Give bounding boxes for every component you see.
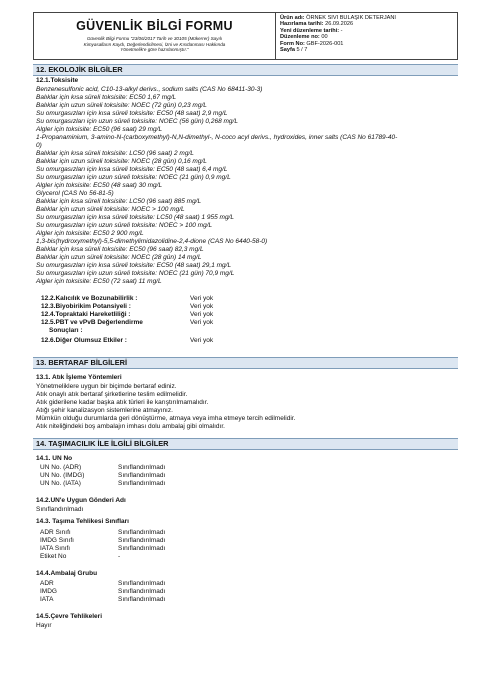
hazard-classes-subheading: 14.3. Taşıma Tehlikesi Sınıfları (36, 518, 129, 525)
packing-group-label: IATA (40, 596, 54, 603)
toxicity-line: 1-Propanaminium, 3-amino-N-(carboxymethyl)-N,N-dimethyl-, N-coco acyl derivs., hydroxides, inner salts (CAS No 61789-40- (36, 134, 398, 141)
hazard-class-label: ADR Sınıfı (40, 529, 71, 536)
property-label: Sonuçları : (49, 327, 83, 334)
header-title-block (34, 13, 276, 59)
info-label: Hazırlama tarihi: (280, 21, 324, 28)
property-value: Veri yok (190, 311, 214, 318)
hazard-class-value: - (118, 553, 121, 560)
info-value: ÖRNEK SIVI BULAŞIK DETERJANI (306, 15, 396, 21)
toxicity-line: Balıklar için kısa süreli toksisite: EC50 1,67 mg/L (36, 94, 177, 101)
property-label: 12.3.Biyobirikim Potansiyeli : (41, 303, 131, 310)
un-no-subheading: 14.1. UN No (36, 455, 73, 462)
info-value: GBF-2026-001 (306, 40, 344, 47)
packing-group-value: Sınıflandırılmadı (118, 588, 166, 595)
packing-group-label: ADR (40, 580, 54, 587)
disposal-line: Atık onaylı atık bertaraf şirketlerine teslim edilmelidir. (36, 391, 188, 398)
disposal-line: Atığı şehir kanalizasyon sistemlerine atmayınız. (36, 407, 173, 414)
property-label: 12.2.Kalıcılık ve Bozunabilirlik : (41, 295, 138, 302)
hazard-class-value: Sınıflandırılmadı (118, 537, 166, 544)
regulation-note-line: Güvenlik Bilgi Formu "23/06/2017 Tarih ve 30105 (Mükerrer) Sayılı (86, 36, 223, 41)
document-header (33, 12, 458, 60)
property-label: 12.4.Topraktaki Hareketliliği : (41, 311, 131, 318)
toxicity-line: Su omurgasızları için uzun süreli toksisite: NOEC (21 gün) 70,9 mg/L (36, 270, 235, 277)
packing-group-subheading: 14.4.Ambalaj Grubu (36, 570, 98, 577)
property-value: Veri yok (190, 337, 214, 344)
toxicity-line: Balıklar için uzun süreli toksisite: NOEC (28 gün) 0,16 mg/L (36, 158, 207, 165)
info-value: 5 / 7 (296, 47, 308, 54)
shipping-name-value: Sınıflandırılmadı (36, 506, 84, 513)
toxicity-subheading: 12.1.Toksisite (36, 77, 79, 84)
property-value: Veri yok (190, 295, 214, 302)
info-value: 00 (321, 34, 328, 41)
disposal-line: Mümkün olduğu durumlarda geri dönüştürme, atmaya veya imha etmeye tercih edilmelidir. (36, 415, 296, 422)
info-label: Ürün adı: (280, 15, 305, 21)
property-label: 12.5.PBT ve vPvB Değerlendirme (41, 319, 143, 326)
info-value: 26.09.2026 (325, 21, 354, 28)
toxicity-line: Su omurgasızları için uzun süreli toksisite: NOEC (21 gün) 0,9 mg/L (36, 174, 231, 181)
section-12-heading: 12. EKOLOJİK BİLGİLER (33, 64, 458, 76)
toxicity-line: Balıklar için uzun süreli toksisite: NOEC > 100 mg/L (36, 206, 185, 213)
toxicity-line: Balıklar için kısa süreli toksisite: LC50 (96 saat) 2 mg/L (36, 150, 194, 157)
un-no-label: UN No. (IMDG) (40, 472, 85, 479)
document-title: GÜVENLİK BİLGİ FORMU (76, 19, 233, 33)
disposal-line: Atık giderilene kadar başka atık türleri ile karıştırılmamalıdır. (36, 399, 209, 406)
toxicity-line: Balıklar için uzun süreli toksisite: NOEC (28 gün) 14 mg/L (36, 254, 202, 261)
toxicity-line: Algler için toksisite: EC50 (48 saat) 30 mg/L (36, 182, 163, 189)
toxicity-line: Balıklar için uzun süreli toksisite: NOEC (72 gün) 0,23 mg/L (36, 102, 207, 109)
un-no-value: Sınıflandırılmadı (118, 464, 166, 471)
property-label: 12.6.Diğer Olumsuz Etkiler : (41, 337, 127, 344)
regulation-note-line: Kimyasalların Kaydı, Değerlendirilmesi, İzni ve Kısıtlanması Hakkında (83, 41, 226, 47)
toxicity-line: Benzenesulfonic acid, C10-13-alkyl derivs., sodium salts (CAS No 68411-30-3) (36, 86, 263, 93)
toxicity-line: Glycerol (CAS No 56-81-5) (36, 190, 114, 197)
un-no-label: UN No. (ADR) (40, 464, 82, 471)
hazard-class-label: Etiket No (40, 553, 67, 560)
property-value: Veri yok (190, 303, 214, 310)
toxicity-line: Algler için toksisite: EC50 2 900 mg/L (36, 230, 144, 237)
un-no-value: Sınıflandırılmadı (118, 472, 166, 479)
section-13-heading: 13. BERTARAF BİLGİLERİ (33, 357, 458, 369)
page-number-row (280, 47, 453, 53)
disposal-line: Atık niteliğindeki boş ambalajın imhası dolu ambalaj gibi olmalıdır. (36, 423, 225, 430)
toxicity-line: Su omurgasızları için kısa süreli toksisite: EC50 (48 saat) 2,9 mg/L (36, 110, 228, 117)
toxicity-line: Balıklar için kısa süreli toksisite: LC50 (96 saat) 885 mg/L (36, 198, 202, 205)
toxicity-line: Su omurgasızları için kısa süreli toksisite: EC50 (48 saat) 6,4 mg/L (36, 166, 228, 173)
hazard-class-label: IATA Sınıfı (40, 545, 71, 552)
env-hazards-value: Hayır (36, 622, 52, 629)
toxicity-line: Algler için toksisite: EC50 (96 saat) 29 mg/L (36, 126, 163, 133)
toxicity-line: Algler için toksisite: EC50 (72 saat) 11 mg/L (36, 278, 162, 285)
disposal-line: Yönetmeliklere uygun bir biçimde bertaraf ediniz. (36, 383, 177, 390)
property-value: Veri yok (190, 319, 214, 326)
hazard-class-value: Sınıflandırılmadı (118, 529, 166, 536)
toxicity-line: Su omurgasızları için uzun süreli toksisite: NOEC > 100 mg/L (36, 222, 213, 229)
toxicity-line: 1,3-bis(hydroxymethyl)-5,5-dimethylimidazolidine-2,4-dione (CAS No 6440-58-0) (36, 238, 268, 245)
un-no-value: Sınıflandırılmadı (118, 480, 166, 487)
toxicity-line: Su omurgasızları için uzun süreli toksisite: NOEC (56 gün) 0,268 mg/L (36, 118, 238, 125)
packing-group-value: Sınıflandırılmadı (118, 580, 166, 587)
info-label: Yeni düzenleme tarihi: (280, 27, 340, 34)
packing-group-label: IMDG (40, 588, 57, 595)
info-value: - (340, 27, 343, 34)
info-label: Form No: (280, 40, 305, 47)
toxicity-line: Su omurgasızları için kısa süreli toksisite: LC50 (48 saat) 1 955 mg/L (36, 214, 234, 221)
regulation-note (34, 36, 275, 53)
un-no-label: UN No. (IATA) (40, 480, 81, 487)
env-hazards-subheading: 14.5.Çevre Tehlikeleri (36, 613, 103, 620)
waste-methods-subheading: 13.1. Atık İşleme Yöntemleri (36, 374, 122, 381)
toxicity-line: Balıklar için kısa süreli toksisite: EC50 (96 saat) 82,3 mg/L (36, 246, 204, 253)
section-14-heading: 14. TAŞIMACILIK İLE İLGİLİ BİLGİLER (33, 438, 458, 450)
header-info-block (276, 13, 457, 59)
toxicity-line: Su omurgasızları için kısa süreli toksisite: EC50 (48 saat) 29,1 mg/L (36, 262, 232, 269)
regulation-note-line: Yönetmelik'e göre hazırlanmıştır." (120, 47, 189, 53)
hazard-class-value: Sınıflandırılmadı (118, 545, 166, 552)
hazard-class-label: IMDG Sınıfı (40, 537, 74, 544)
packing-group-value: Sınıflandırılmadı (118, 596, 166, 603)
toxicity-line: 0) (36, 142, 42, 149)
shipping-name-subheading: 14.2.UN'e Uygun Gönderi Adı (36, 497, 126, 504)
info-label: Sayfa (280, 47, 295, 54)
info-label: Düzenleme no: (280, 34, 320, 41)
